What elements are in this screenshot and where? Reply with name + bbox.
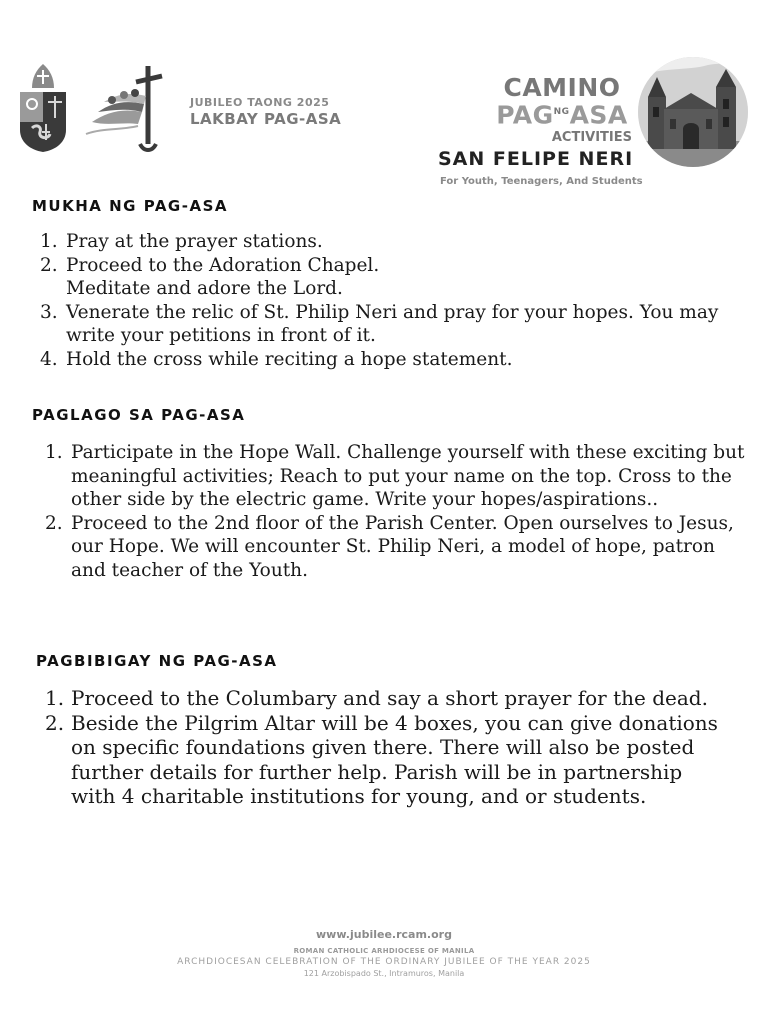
footer-celebration: ARCHDIOCESAN CELEBRATION OF THE ORDINARY JUBILEE OF THE YEAR 2025 [177, 957, 591, 967]
list-item [40, 301, 740, 348]
list-item [45, 512, 745, 583]
jubilee-2025-logo-icon [82, 64, 182, 156]
camino-pag-asa-logo [486, 73, 638, 146]
item-number: 2. [40, 254, 58, 276]
item-number: 1. [40, 231, 58, 252]
pag-text: PAG [496, 100, 554, 130]
item-text: Proceed to the 2nd floor of the Parish Center. Open ourselves to Jesus, our Hope. We will encounter St. Philip Neri, a model of hope, patron and teacher of the Youth. [71, 512, 734, 581]
item-text: Proceed to the Adoration Chapel. Meditate and adore the Lord. [66, 254, 380, 299]
list-item [40, 254, 740, 301]
church-illustration-icon [638, 57, 748, 167]
item-text: Venerate the relic of St. Philip Neri and pray for your hopes. You may write your petitions in front of it. [66, 301, 719, 346]
asa-text: ASA [569, 100, 628, 130]
footer [0, 928, 768, 978]
activity-list [45, 441, 745, 582]
parish-name: SAN FELIPE NERI [438, 148, 634, 170]
item-number: 1. [45, 686, 65, 710]
list-item [40, 348, 740, 372]
archdiocese-crest-icon [18, 62, 68, 154]
item-text: Participate in the Hope Wall. Challenge yourself with these exciting but meaningful activities; Reach to put your name on the top. Cross to the other side by the electric game. Write your hopes/aspirations.. [71, 442, 745, 510]
section-title: PAGLAGO SA PAG-ASA [32, 406, 246, 424]
jubilee-year-label: JUBILEO TAONG 2025 [190, 96, 330, 109]
jubilee-theme-label: LAKBAY PAG-ASA [190, 110, 342, 128]
ng-text: NG [553, 107, 570, 117]
section-title: MUKHA NG PAG-ASA [32, 197, 228, 215]
activity-list [45, 686, 725, 809]
item-text: Hold the cross while reciting a hope statement. [66, 348, 513, 370]
item-number: 1. [45, 442, 63, 463]
church-photo [638, 57, 748, 167]
jubilee-title [190, 96, 341, 128]
item-number: 2. [45, 512, 63, 534]
list-item [45, 711, 725, 809]
item-number: 3. [40, 301, 58, 323]
footer-address: 121 Arzobispado St., Intramuros, Manila [303, 969, 465, 978]
item-number: 4. [40, 348, 58, 370]
pag-ng-asa-label [486, 100, 638, 130]
section-title: PAGBIBIGAY NG PAG-ASA [36, 652, 278, 670]
footer-website-link[interactable]: www.jubilee.rcam.org [316, 928, 452, 941]
parish-subtitle: For Youth, Teenagers, And Students [440, 176, 643, 187]
footer-organization: ROMAN CATHOLIC ARHDIOCESE OF MANILA [293, 947, 475, 955]
item-text: Proceed to the Columbary and say a short prayer for the dead. [71, 686, 708, 710]
list-item [40, 230, 740, 254]
item-number: 2. [45, 710, 65, 735]
list-item [45, 441, 745, 512]
activities-label: ACTIVITIES [551, 130, 632, 146]
item-text: Pray at the prayer stations. [66, 231, 323, 252]
activity-list [40, 230, 740, 371]
list-item [45, 686, 725, 711]
camino-label: CAMINO [503, 73, 621, 102]
item-text: Beside the Pilgrim Altar will be 4 boxes, you can give donations on specific foundations given there. There will also be posted further details for further help. Parish will be in partnership with 4 charitable institutions for young, and or students. [71, 710, 718, 808]
